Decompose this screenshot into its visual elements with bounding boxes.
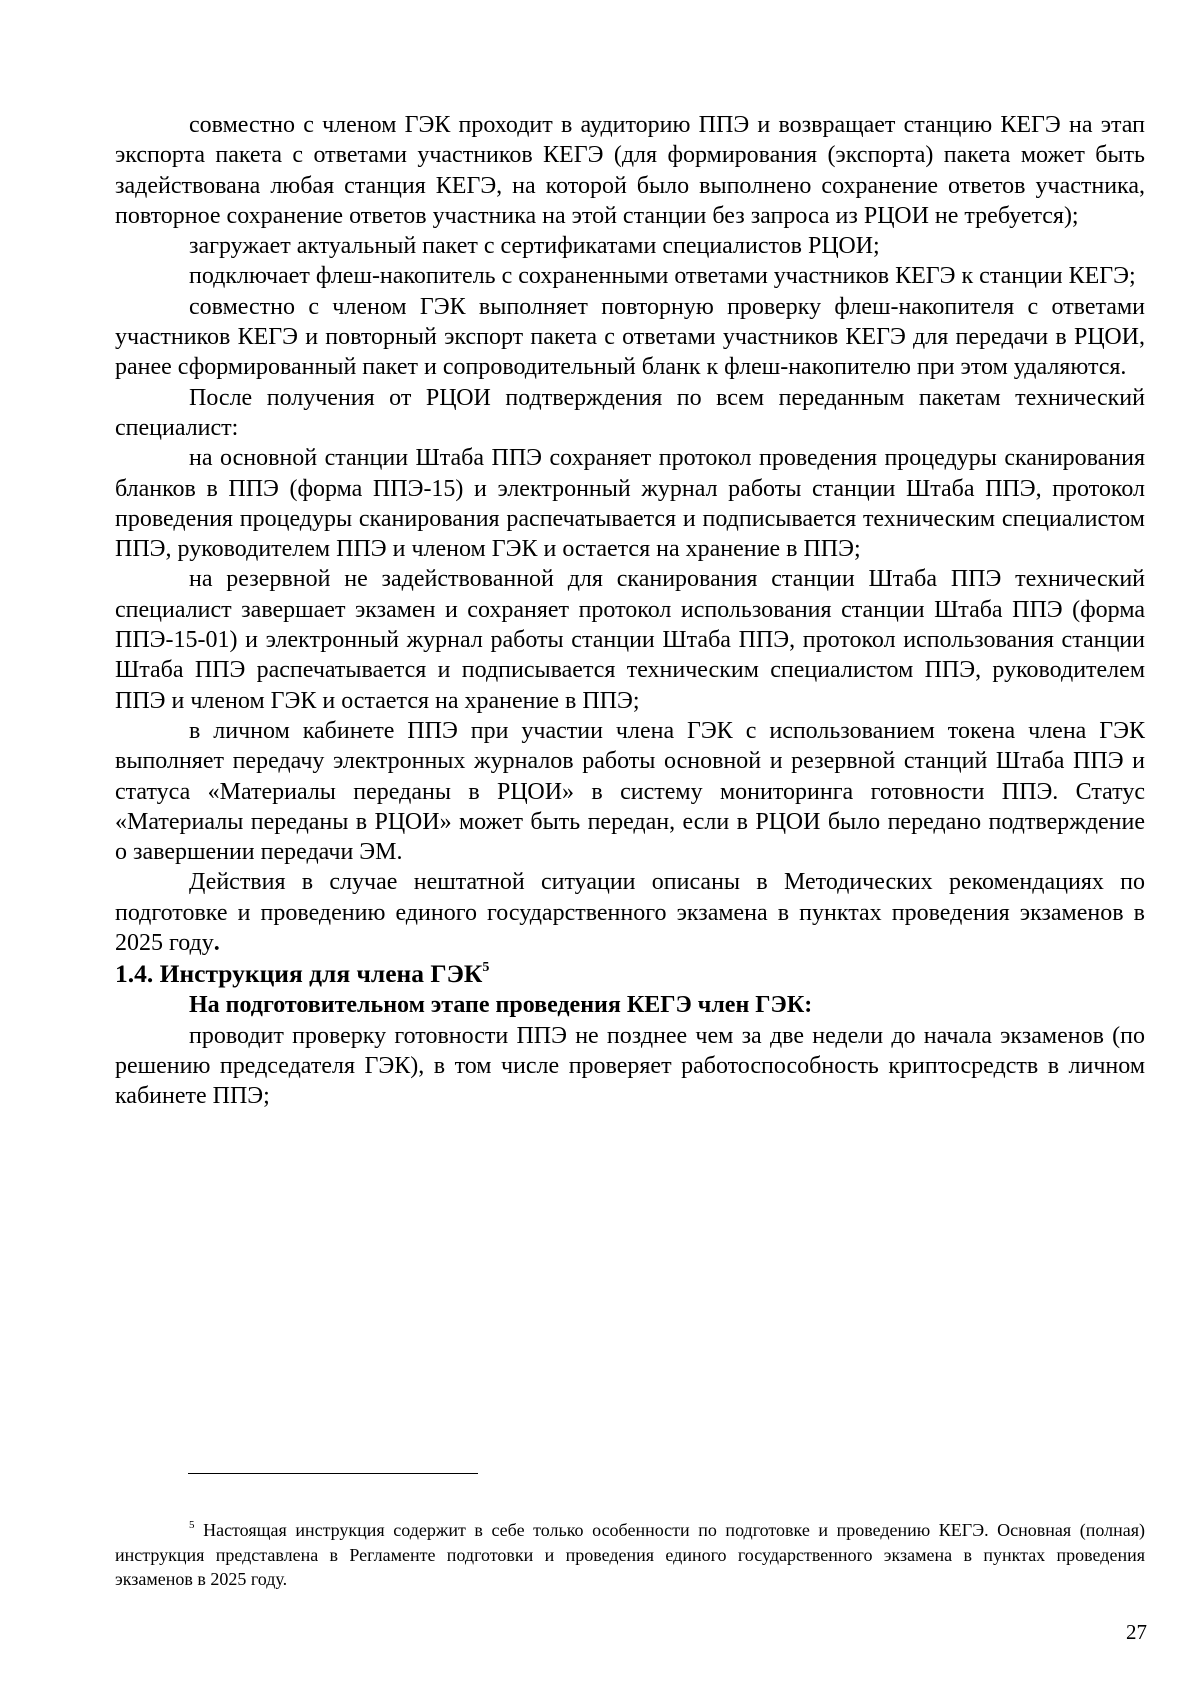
paragraph-6: на основной станции Штаба ППЭ сохраняет протокол проведения процедуры сканирования бланков в ППЭ (форма ППЭ-15) и электронный журнал работы станции Штаба ППЭ, протокол проведения процедуры сканирования распечатывается и подписывается техническим специалистом ППЭ, руководителем ППЭ и членом ГЭК и остается на хранение в ППЭ; — [115, 445, 1145, 563]
footnote-reference[interactable]: 5 — [482, 960, 490, 976]
footnote — [115, 1518, 1145, 1592]
paragraph-3: подключает флеш-накопитель с сохраненными ответами участников КЕГЭ к станции КЕГЭ; — [189, 263, 1136, 290]
page-number: 27 — [1126, 1620, 1147, 1644]
paragraph-9-text: Действия в случае нештатной ситуации описаны в Методических рекомендациях по подготовке и проведению единого государственного экзамена в пунктах проведения экзаменов в 2025 году — [115, 869, 1145, 957]
footnote-text: Настоящая инструкция содержит в себе только особенности по подготовке и проведению КЕГЭ. Основная (полная) инструкция представлена в Регламенте подготовки и проведения единого государственного экзамена в пунктах проведения экзаменов в 2025 году. — [115, 1520, 1146, 1589]
paragraph-4: совместно с членом ГЭК выполняет повторную проверку флеш-накопителя с ответами участников КЕГЭ и повторный экспорт пакета с ответами участников КЕГЭ для передачи в РЦОИ, ранее сформированный пакет и сопроводительный бланк к флеш-накопителю при этом удаляются. — [115, 293, 1145, 381]
section-paragraph: проводит проверку готовности ППЭ не позднее чем за две недели до начала экзаменов (по решению председателя ГЭК), в том числе проверяет работоспособность криптосредств в личном кабинете ППЭ; — [115, 1022, 1145, 1110]
paragraph-8: в личном кабинете ППЭ при участии члена ГЭК с использованием токена члена ГЭК выполняет передачу электронных журналов работы основной и резервной станций Штаба ППЭ и статуса «Материалы переданы в РЦОИ» в систему мониторинга готовности ППЭ. Статус «Материалы переданы в РЦОИ» может быть передан, если в РЦОИ было передано подтверждение о завершении передачи ЭМ. — [115, 717, 1145, 866]
paragraph-9 — [115, 867, 1145, 958]
paragraph-9-end: . — [213, 930, 220, 957]
footnote-number: 5 — [189, 1519, 195, 1531]
paragraph-7: на резервной не задействованной для сканирования станции Штаба ППЭ технический специалист завершает экзамен и сохраняет протокол использования станции Штаба ППЭ (форма ППЭ-15-01) и электронный журнал работы станции Штаба ППЭ, протокол использования станции Штаба ППЭ распечатывается и подписывается техническим специалистом ППЭ, руководителем ППЭ и членом ГЭК и остается на хранение в ППЭ; — [115, 566, 1145, 714]
footnote-divider — [188, 1473, 478, 1474]
section-title — [115, 958, 1145, 990]
paragraph-2: загружает актуальный пакет с сертификатами специалистов РЦОИ; — [189, 233, 880, 260]
section-title-text: 1.4. Инструкция для члена ГЭК — [115, 959, 483, 989]
paragraph-5: После получения от РЦОИ подтверждения по всем переданным пакетам технический специалист: — [115, 384, 1145, 441]
body-text — [115, 110, 1145, 1112]
section-subheading: На подготовительном этапе проведения КЕГЭ член ГЭК: — [189, 992, 813, 1019]
paragraph-1: совместно с членом ГЭК проходит в аудиторию ППЭ и возвращает станцию КЕГЭ на этап экспорта пакета с ответами участников КЕГЭ (для формирования (экспорта) пакета может быть задействована любая станция КЕГЭ, на которой было выполнено сохранение ответов участника, повторное сохранение ответов участника на этой станции без запроса из РЦОИ не требуется); — [115, 112, 1145, 229]
